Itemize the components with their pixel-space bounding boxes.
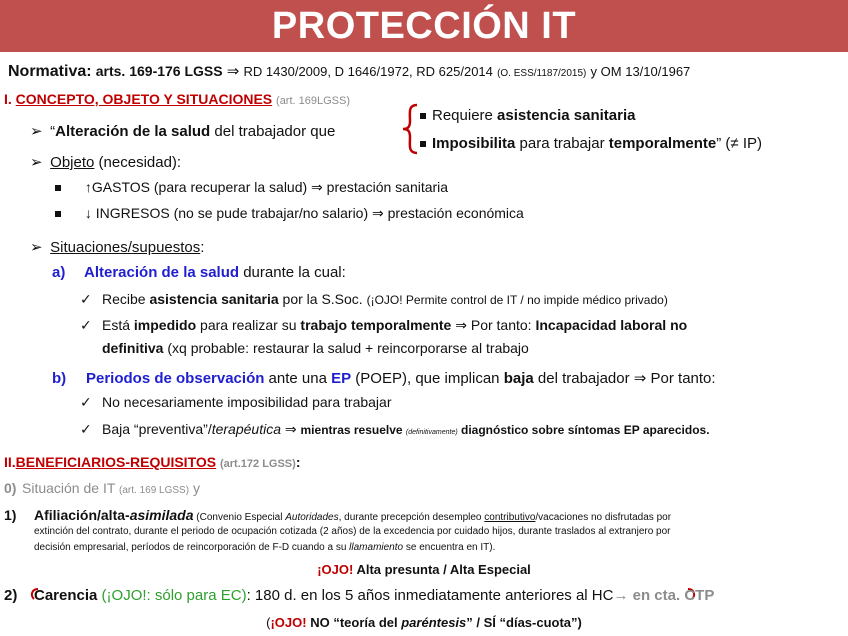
sub-a-item-2 — [80, 317, 687, 334]
sub-a-line — [52, 264, 346, 281]
item2-green: (¡OJO!: sólo para EC) — [97, 587, 247, 604]
sub-b-bold: Periodos de observación — [86, 370, 265, 387]
down-arrow-icon: ↓ — [84, 205, 92, 221]
item2-note: (¡OJO! NO “teoría del paréntesis” / SÍ “días-cuota”) — [266, 615, 582, 630]
item-text: Recibe — [102, 291, 150, 307]
brace-item-text: Requiere — [432, 107, 498, 124]
objeto-item-text: INGRESOS (no se pude trabajar/no salario) ⇒ prestación económica — [91, 205, 524, 221]
chevron-right-icon: ➢ — [30, 239, 43, 256]
section2-num: II. — [4, 454, 16, 470]
chevron-right-icon: ➢ — [30, 123, 43, 140]
item2-num: 2) — [4, 587, 18, 604]
objeto-label: Objeto — [50, 154, 95, 171]
sub-b-line — [52, 369, 716, 387]
item-text: para realizar su — [196, 317, 301, 333]
section2-ref: (art.172 LGSS) — [220, 458, 296, 470]
item-text: por la S.Soc. — [278, 291, 367, 307]
objeto-item-gastos — [55, 179, 448, 196]
item-note: (¡OJO! Permite control de IT / no impide médico privado) — [366, 293, 668, 307]
sub-b-letter: b) — [52, 370, 67, 387]
normativa-paren: (O. ESS/1187/2015) — [497, 68, 587, 79]
item0-num: 0) — [4, 480, 17, 496]
situaciones-colon: : — [200, 239, 205, 256]
concepto-bold: Alteración de la salud — [55, 123, 211, 140]
brace-item-bold2: temporalmente — [608, 135, 717, 152]
square-bullet-icon — [420, 141, 426, 147]
arrow-right-icon: → — [613, 587, 629, 604]
normativa-line — [8, 62, 690, 81]
section2-colon: : — [295, 454, 301, 470]
situaciones-line — [30, 238, 204, 256]
sub-b-baja: baja — [503, 370, 534, 387]
normativa-label: Normativa: — [8, 63, 92, 80]
objeto-item-text: GASTOS (para recuperar la salud) ⇒ prestación sanitaria — [91, 179, 449, 195]
sub-a-rest: durante la cual: — [239, 264, 346, 281]
normativa-tail: y OM 13/10/1967 — [590, 64, 691, 79]
arrow-icon: ⇒ — [226, 63, 240, 80]
item1-paren-ital: Autoridades — [285, 512, 339, 523]
objeto-rest: (necesidad): — [94, 154, 182, 171]
concepto-quote: “ — [50, 123, 56, 140]
section1-num: I. — [4, 91, 12, 107]
item1-paren: /vacaciones no disfrutadas por — [535, 512, 672, 523]
item2-note-text: NO “teoría del — [306, 615, 402, 630]
normativa-arts: arts. 169-176 LGSS — [95, 63, 223, 79]
section2-title: BENEFICIARIOS-REQUISITOS — [15, 454, 217, 470]
item0-ref: (art. 169 LGSS) — [119, 485, 190, 496]
item-text: No necesariamente imposibilidad para trabajar — [102, 394, 392, 410]
item-small: diagnóstico sobre síntomas EP aparecidos. — [457, 423, 710, 437]
objeto-item-ingresos — [55, 205, 524, 222]
checkmark-icon: ✓ — [80, 421, 92, 437]
checkmark-icon: ✓ — [80, 291, 92, 307]
page-title: PROTECCIÓN IT — [271, 5, 577, 47]
section1-title: CONCEPTO, OBJETO Y SITUACIONES — [15, 91, 273, 107]
item1-paren: (Convenio Especial — [193, 512, 286, 523]
item1-ital: llamamiento — [349, 542, 404, 553]
item1-num: 1) — [4, 507, 17, 523]
item1-paren: , durante precepción desempleo — [338, 512, 485, 523]
item1-note-text: Alta presunta / Alta Especial — [353, 562, 531, 577]
item1-bold: Afiliación/alta- — [34, 507, 130, 523]
section1-heading — [4, 91, 350, 107]
item-bold: definitiva — [102, 340, 164, 356]
item2-note-text: ” / SÍ “días-cuota”) — [466, 615, 582, 630]
square-bullet-icon — [55, 185, 61, 191]
sub-a-item-2-cont — [102, 340, 529, 356]
brace-item-bold: Imposibilita — [432, 135, 516, 152]
normativa-rest: RD 1430/2009, D 1646/1972, RD 625/2014 — [243, 64, 493, 79]
item2-bold: Carencia — [34, 587, 98, 604]
item1-paren-u: contributivo — [484, 512, 536, 523]
item-text: ⇒ Por tanto: — [451, 317, 536, 333]
item-small: mientras resuelve — [300, 423, 406, 437]
sub-a-letter: a) — [52, 264, 66, 281]
title-banner — [0, 0, 848, 52]
section1-ref: (art. 169LGSS) — [276, 95, 351, 107]
item2-note-ital: paréntesis — [401, 615, 467, 630]
brace-item-text: para trabajar — [515, 135, 609, 152]
objeto-line — [30, 153, 181, 171]
item0-tail: y — [189, 480, 200, 496]
item-bold2: trabajo temporalmente — [300, 317, 452, 333]
sub-a-item-1 — [80, 291, 668, 308]
item0-line — [4, 480, 200, 496]
sub-b-text: ante una — [264, 370, 332, 387]
item2-gray: en cta. CTP — [628, 587, 715, 604]
curly-brace-icon — [400, 103, 420, 155]
item-text: Baja “preventiva”/ — [102, 421, 212, 437]
item-text: (xq probable: restaurar la salud + reincorporarse al trabajo — [163, 340, 529, 356]
item-bold: asistencia sanitaria — [149, 291, 279, 307]
sub-b-text: del trabajador ⇒ Por tanto: — [533, 370, 716, 387]
ojo-label: ¡OJO! — [270, 615, 307, 630]
concepto-line — [30, 122, 335, 140]
item-tiny: (definitivamente) — [405, 429, 458, 436]
item1-text: se encuentra en IT). — [403, 542, 496, 553]
item1-note — [0, 562, 848, 577]
section2-heading — [4, 454, 300, 470]
item2-line — [4, 587, 714, 604]
item1-line3 — [34, 542, 495, 553]
item-text: ⇒ — [281, 421, 301, 437]
sub-b-ep: EP — [331, 370, 352, 387]
item-ital: terapéutica — [211, 421, 281, 437]
sub-b-text: (POEP), que implican — [351, 370, 504, 387]
brace-item-bold: asistencia sanitaria — [497, 107, 636, 124]
up-arrow-icon: ↑ — [84, 179, 92, 195]
sub-b-item-1 — [80, 394, 392, 411]
sub-a-bold: Alteración de la salud — [84, 264, 240, 281]
item-text: Está — [102, 317, 134, 333]
brace-item-post: ” (≠ IP) — [716, 135, 762, 152]
square-bullet-icon — [420, 113, 426, 119]
item-bold3: Incapacidad laboral no — [535, 317, 688, 333]
item1-text: decisión empresarial, períodos de reincorporación de F-D cuando a su — [34, 542, 350, 553]
ojo-label: ¡OJO! — [317, 562, 354, 577]
chevron-right-icon: ➢ — [30, 154, 43, 171]
item1-bold-ital: asimilada — [129, 507, 194, 523]
square-bullet-icon — [55, 211, 61, 217]
item1-line — [4, 507, 671, 523]
checkmark-icon: ✓ — [80, 317, 92, 333]
item-bold: impedido — [133, 317, 197, 333]
checkmark-icon: ✓ — [80, 394, 92, 410]
brace-item-asistencia — [420, 107, 635, 124]
item1-line2: extinción del contrato, durante el periodo de ocupación cotizada (2 años) de la excedencia por cuidado hijos, durante traslados al extranjero por — [34, 526, 671, 537]
item2-text: : 180 d. en los 5 años inmediatamente anteriores al HC — [246, 587, 614, 604]
situaciones-label: Situaciones/supuestos — [50, 239, 201, 256]
brace-item-imposibilita — [420, 135, 762, 152]
concepto-rest: del trabajador que — [210, 123, 336, 140]
sub-b-item-2 — [80, 421, 710, 438]
item0-text: Situación de IT — [22, 480, 120, 496]
